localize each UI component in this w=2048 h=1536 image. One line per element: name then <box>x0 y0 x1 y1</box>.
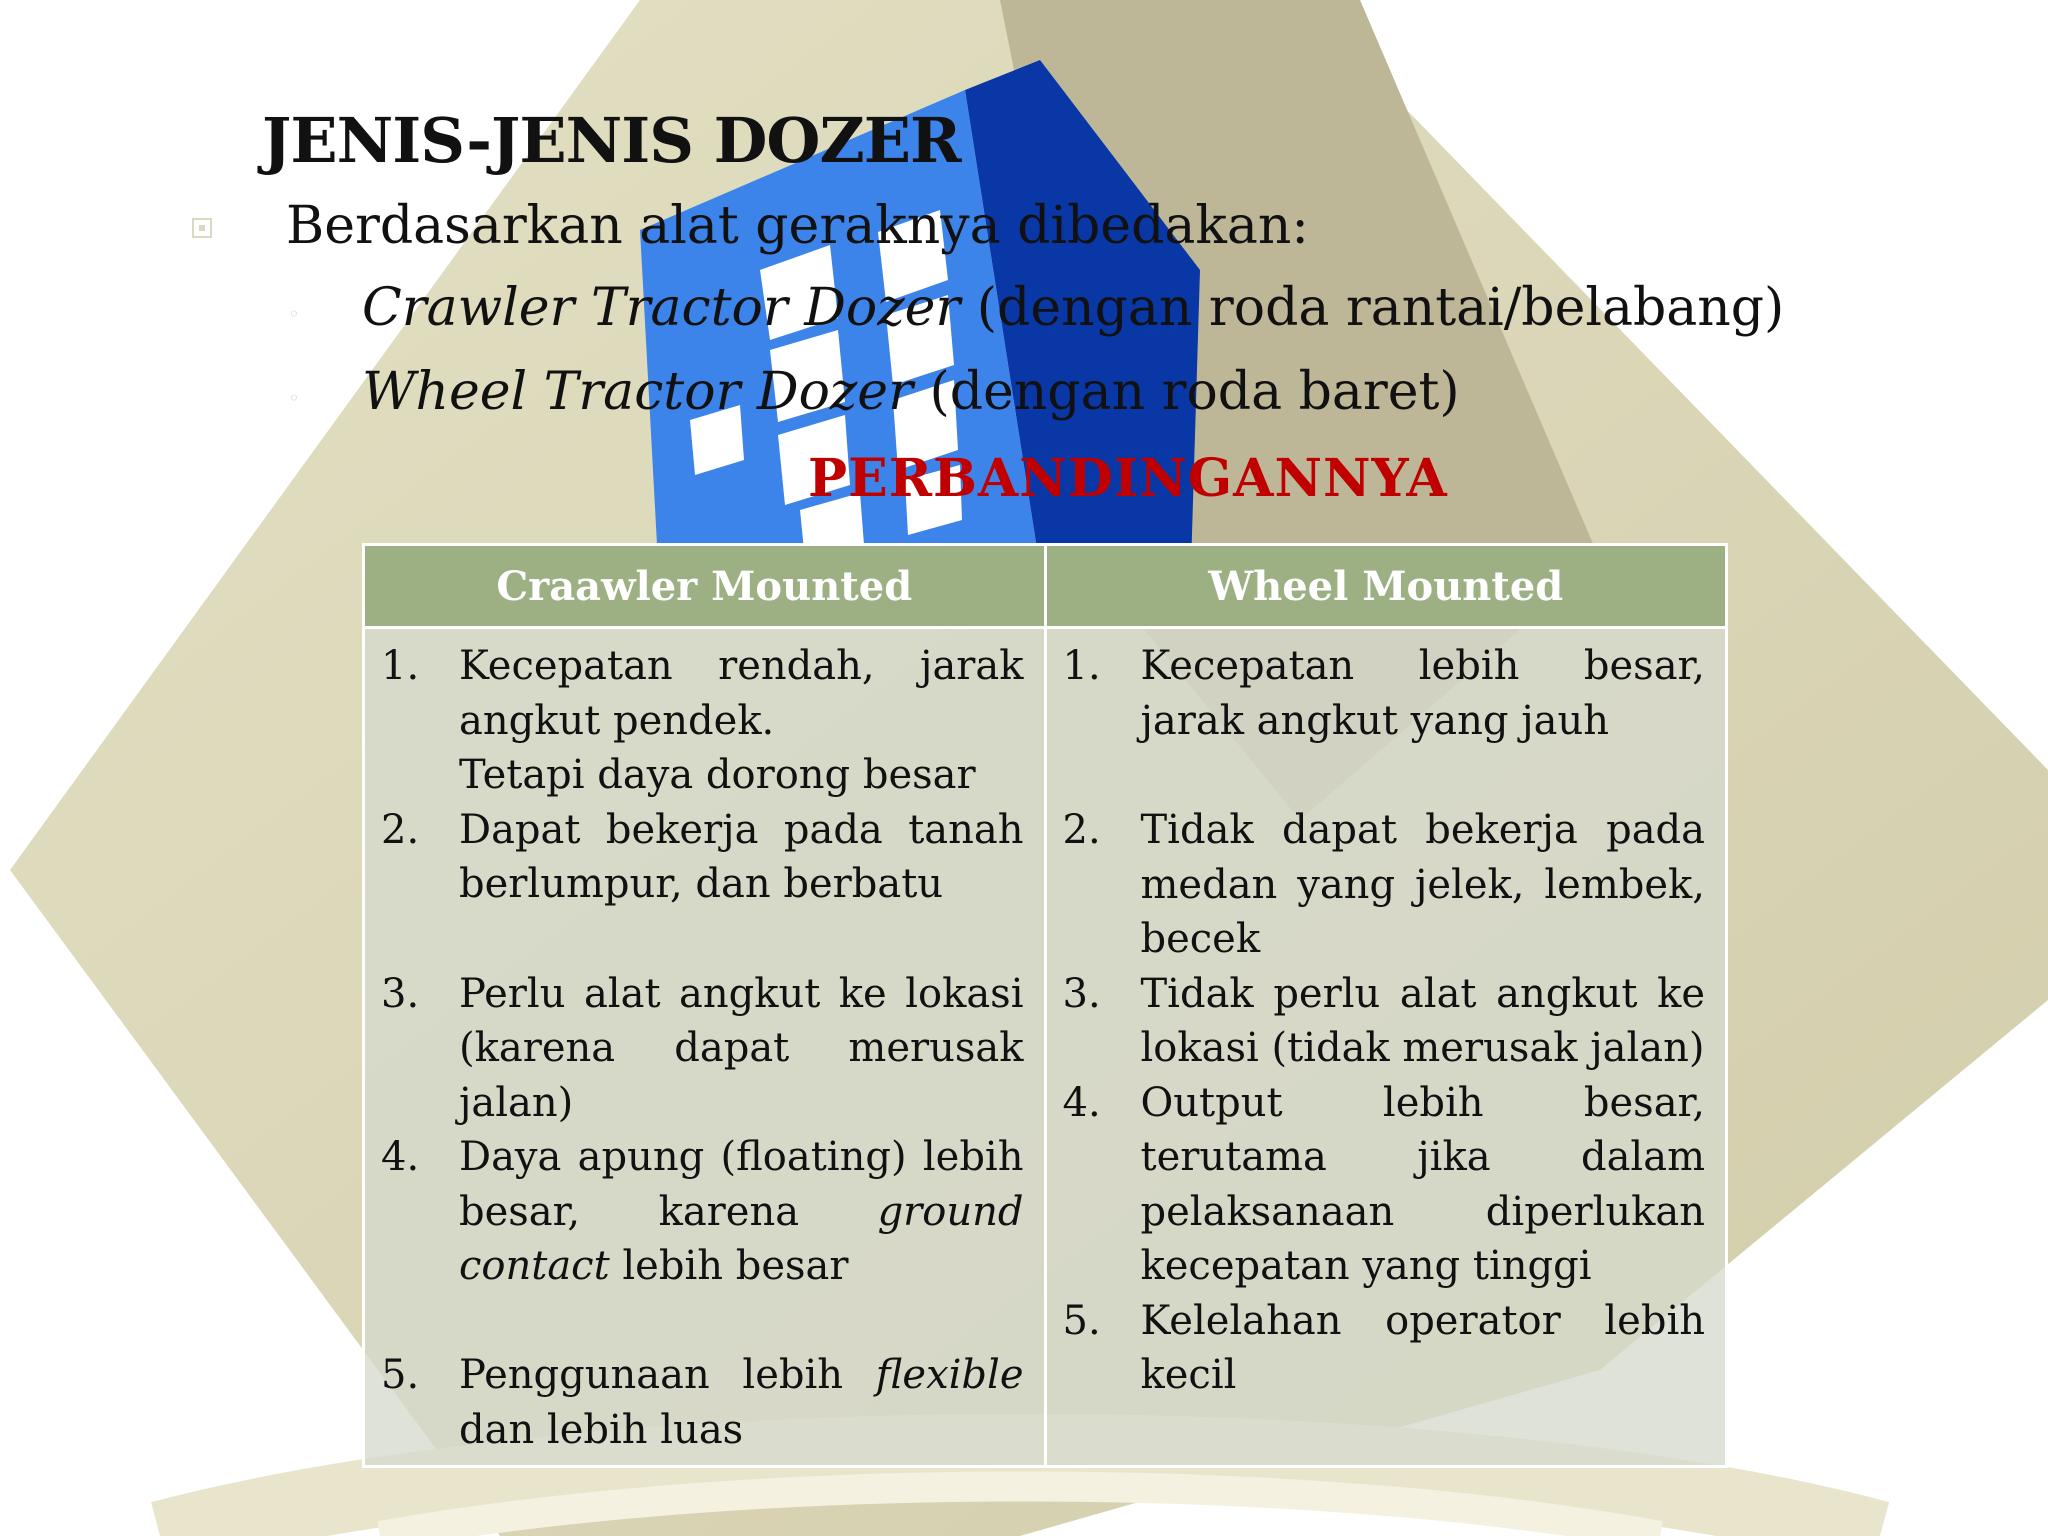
sub-bullet-icon: ◦ <box>288 302 300 326</box>
crawler-list <box>381 639 1024 1457</box>
type-wheel-desc: (dengan roda baret) <box>929 362 1460 422</box>
comparison-table <box>362 543 1728 1468</box>
list-item: 5. Kelelahan operator lebih kecil <box>1062 1297 1705 1398</box>
list-item: 3. Perlu alat angkut ke lokasi (karena dapat merusak jalan) <box>381 970 1024 1126</box>
list-item: 5. Penggunaan lebih flexible dan lebih luas <box>381 1352 1024 1453</box>
comparison-heading: PERBANDINGANNYA <box>808 448 1448 509</box>
table-body-row <box>364 628 1727 1467</box>
table-header-row <box>364 545 1727 628</box>
header-crawler: Craawler Mounted <box>364 545 1046 628</box>
sub-bullet-icon: ◦ <box>288 386 300 410</box>
intro-text: Berdasarkan alat geraknya dibedakan: <box>286 196 1309 256</box>
type-wheel <box>362 362 1460 422</box>
type-crawler-desc: (dengan roda rantai/belabang) <box>976 278 1785 338</box>
type-crawler-name: Crawler Tractor Dozer <box>362 278 961 338</box>
list-item: 2. Dapat bekerja pada tanah berlumpur, dan berbatu <box>381 806 1024 907</box>
slide-title: JENIS-JENIS DOZER <box>262 104 961 177</box>
list-item: 1. Kecepatan lebih besar, jarak angkut yang jauh <box>1062 643 1705 744</box>
wheel-cell <box>1045 628 1727 1467</box>
list-item: 4. Output lebih besar, terutama jika dalam pelaksanaan diperlukan kecepatan yang tinggi <box>1062 1079 1705 1289</box>
list-item: 2. Tidak dapat bekerja pada medan yang jelek, lembek, becek <box>1062 807 1705 962</box>
type-wheel-name: Wheel Tractor Dozer <box>362 362 913 422</box>
list-item: 4. Daya apung (floating) lebih besar, karena ground contact lebih besar <box>381 1134 1024 1289</box>
list-item: 3. Tidak perlu alat angkut ke lokasi (tidak merusak jalan) <box>1062 970 1705 1071</box>
header-wheel: Wheel Mounted <box>1045 545 1727 628</box>
wheel-list <box>1063 639 1706 1403</box>
type-crawler <box>362 278 1784 338</box>
list-item: 1. Kecepatan rendah, jarak angkut pendek. Tetapi daya dorong besar <box>381 643 1024 798</box>
crawler-cell <box>364 628 1046 1467</box>
square-bullet-icon <box>192 218 212 238</box>
